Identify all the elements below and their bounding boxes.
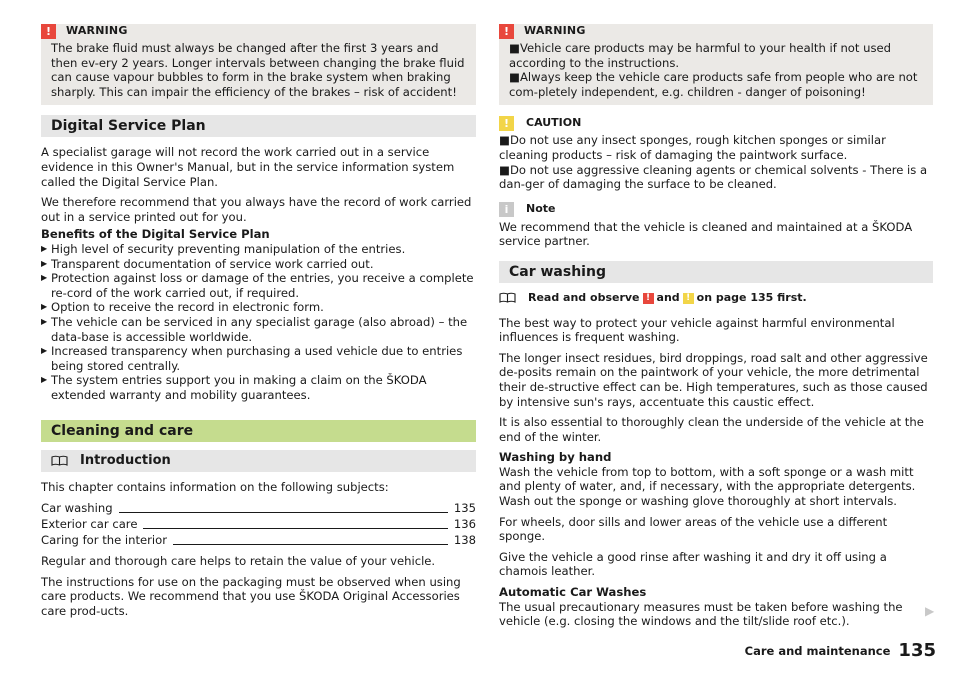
note-header bbox=[499, 202, 933, 218]
bullet-icon: ▶ bbox=[41, 273, 48, 283]
section-heading-cleaning-and-care: Cleaning and care bbox=[41, 420, 476, 442]
paragraph: We therefore recommend that you always have the record of work carried out in a service printed out for you. bbox=[41, 195, 472, 224]
info-icon: i bbox=[499, 202, 514, 217]
warning-body bbox=[509, 39, 923, 99]
warning-title: WARNING bbox=[524, 24, 586, 38]
list-item: ▶ Transparent documentation of service work carried out. bbox=[41, 256, 374, 271]
care-products-warning bbox=[499, 24, 933, 105]
book-icon bbox=[51, 455, 68, 467]
section-heading-car-washing: Car washing bbox=[499, 261, 933, 283]
paragraph: The longer insect residues, bird droppings, road salt and other aggressive de-posits remain on the paintwork of your vehicle, the more detrimental their de-structive effect can be. High temperatures, such as those caused by intensive sun's rays, accentuate this caustic effect. bbox=[499, 350, 928, 409]
caution-icon: ! bbox=[499, 116, 514, 131]
note-text: We recommend that the vehicle is cleaned and maintained at a ŠKODA service partner. bbox=[499, 219, 913, 249]
bullet-icon: ▶ bbox=[41, 302, 48, 312]
toc-entry-car-washing[interactable]: Car washing 135 bbox=[41, 501, 476, 516]
paragraph: The usual precautionary measures must be taken before washing the vehicle (e.g. closing the windows and the tilt/slide roof etc.). bbox=[499, 599, 903, 629]
toc-entry-caring-for-interior[interactable]: Caring for the interior 138 bbox=[41, 533, 476, 548]
square-bullet-icon: ■ bbox=[499, 133, 510, 148]
caution-body bbox=[499, 133, 933, 191]
bullet-icon: ▶ bbox=[41, 258, 48, 268]
benefits-heading: Benefits of the Digital Service Plan bbox=[41, 227, 270, 242]
read-and-observe-reference[interactable]: Read and observe ! and ! on page 135 first. bbox=[499, 291, 933, 306]
footer-section-title: Care and maintenance bbox=[744, 644, 891, 658]
page-number: 135 bbox=[898, 640, 936, 661]
toc-leader bbox=[143, 528, 447, 529]
warning-icon: ! bbox=[41, 24, 56, 39]
paragraph: Wash the vehicle from top to bottom, with a soft sponge or a wash mitt and plenty of water, and, if necessary, with the appropriate detergents. Wash out the sponge or washing glove thoroughly at short intervals. bbox=[499, 464, 916, 509]
paragraph: Regular and thorough care helps to retain the value of your vehicle. bbox=[41, 554, 436, 569]
paragraph: A specialist garage will not record the work carried out in a service evidence in this Owner's Manual, but in the service information system called the Digital Service Plan. bbox=[41, 145, 455, 189]
bullet-icon: ▶ bbox=[41, 346, 48, 356]
note-title: Note bbox=[526, 202, 556, 216]
square-bullet-icon: ■ bbox=[499, 162, 510, 177]
list-item: ▶ The vehicle can be serviced in any specialist garage (also abroad) – the data-base is accessible worldwide. bbox=[41, 314, 468, 344]
paragraph: For wheels, door sills and lower areas of the vehicle use a different sponge. bbox=[499, 514, 888, 544]
paragraph: It is also essential to thoroughly clean the underside of the vehicle at the end of the winter. bbox=[499, 415, 924, 444]
next-page-arrow-icon[interactable]: ▶ bbox=[925, 604, 935, 618]
caution-title: CAUTION bbox=[526, 116, 582, 130]
toc-leader bbox=[173, 544, 448, 545]
toc-leader bbox=[119, 512, 448, 513]
warning-header bbox=[499, 24, 923, 39]
bullet-icon: ▶ bbox=[41, 375, 48, 385]
warning-item: ■Vehicle care products may be harmful to your health if not used according to the instructions. bbox=[509, 41, 892, 70]
bullet-icon: ▶ bbox=[41, 316, 48, 326]
table-of-contents bbox=[41, 501, 476, 548]
caution-icon: ! bbox=[683, 293, 694, 304]
bullet-icon: ▶ bbox=[41, 243, 48, 253]
warning-item: ■Always keep the vehicle care products safe from people who are not com-pletely independent, e.g. children - danger of poisoning! bbox=[509, 70, 918, 99]
warning-icon: ! bbox=[499, 24, 514, 39]
left-column bbox=[41, 24, 476, 624]
caution-item: ■Do not use any insect sponges, rough kitchen sponges or similar cleaning products – risk of damaging the paintwork surface. bbox=[499, 133, 886, 162]
warning-icon: ! bbox=[643, 293, 654, 304]
toc-entry-exterior-car-care[interactable]: Exterior car care 136 bbox=[41, 517, 476, 532]
introduction-title: Introduction bbox=[80, 453, 171, 469]
benefits-list bbox=[41, 242, 476, 403]
list-item: ▶ The system entries support you in making a claim on the ŠKODA extended warranty and mobility guarantees. bbox=[41, 373, 427, 402]
list-item: ▶ Option to receive the record in electronic form. bbox=[41, 300, 324, 315]
warning-title: WARNING bbox=[66, 24, 128, 38]
caution-item: ■Do not use aggressive cleaning agents or chemical solvents - There is a dan-ger of damaging the surface to be cleaned. bbox=[499, 162, 928, 192]
book-icon bbox=[499, 292, 516, 304]
paragraph: Give the vehicle a good rinse after washing it and dry it off using a chamois leather. bbox=[499, 549, 887, 579]
square-bullet-icon: ■ bbox=[509, 70, 520, 85]
list-item: ▶ Protection against loss or damage of the entries, you receive a complete re-cord of the work carried out, if required. bbox=[41, 271, 474, 300]
list-item: ▶ High level of security preventing manipulation of the entries. bbox=[41, 241, 406, 256]
subsection-heading-introduction bbox=[41, 450, 476, 472]
warning-header bbox=[41, 24, 466, 39]
automatic-car-washes-heading: Automatic Car Washes bbox=[499, 585, 647, 600]
paragraph: This chapter contains information on the following subjects: bbox=[41, 480, 389, 495]
washing-by-hand-heading: Washing by hand bbox=[499, 450, 612, 465]
caution-header bbox=[499, 115, 933, 131]
right-column bbox=[499, 24, 933, 635]
square-bullet-icon: ■ bbox=[509, 41, 520, 55]
list-item: ▶ Increased transparency when purchasing a used vehicle due to entries being stored centrally. bbox=[41, 344, 463, 373]
brake-fluid-warning bbox=[41, 24, 476, 105]
paragraph: The best way to protect your vehicle against harmful environmental influences is frequent washing. bbox=[499, 315, 895, 345]
warning-text: The brake fluid must always be changed after the first 3 years and then ev-ery 2 years. Longer intervals between changing the brake fluid can cause vapour bubbles to form in the brake system when braking sharply. This can impair the efficiency of the brakes – risk of accident! bbox=[51, 41, 465, 99]
paragraph: The instructions for use on the packaging must be observed when using care products. We recommend that you use ŠKODA Original Accessories care prod-ucts. bbox=[41, 574, 461, 618]
page-footer bbox=[744, 640, 936, 661]
section-heading-digital-service-plan: Digital Service Plan bbox=[41, 115, 476, 137]
